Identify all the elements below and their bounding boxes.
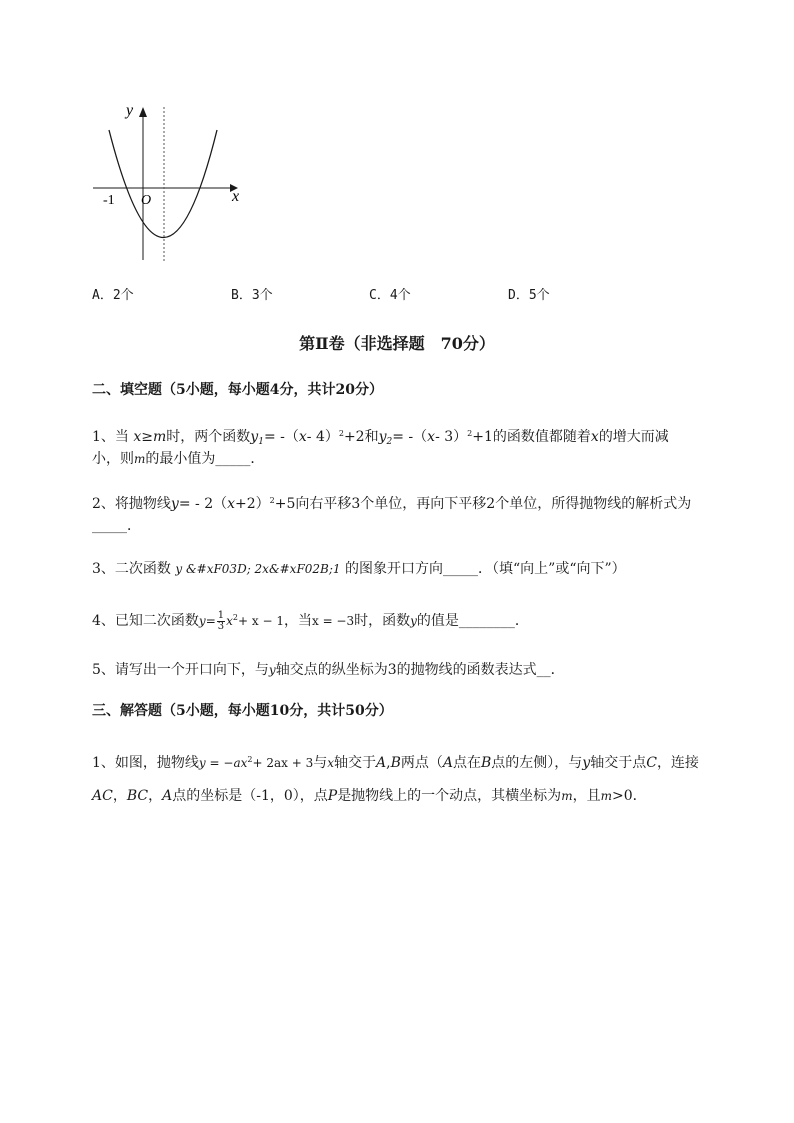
fill-q2-line1: 2、将抛物线$y= - 2(x+2)^2+5$向右平移3个单位，再向下平移2个单位，所得抛物线的解析式为 bbox=[92, 496, 692, 512]
parabola-curve bbox=[109, 130, 217, 238]
option-b: B．3个 bbox=[231, 288, 273, 303]
origin-label: O bbox=[141, 193, 152, 208]
parabola-graph bbox=[85, 95, 255, 265]
x-axis-label: x bbox=[232, 188, 240, 205]
option-d: D．5个 bbox=[508, 288, 550, 303]
answer-q1-line1: 1、如图，抛物线$y = -ax^2+ 2ax + 3$与x轴交于A,B两点（A点在B点的左侧），与y轴交于点C，连接 bbox=[92, 755, 699, 771]
option-c: C．4个 bbox=[369, 288, 411, 303]
answer-q1-line2: AC，BC，A点的坐标是（-1，0），点P是抛物线上的一个动点，其横坐标为m，且m>0． bbox=[92, 788, 647, 804]
y-axis-arrow bbox=[139, 107, 147, 117]
neg-one-label: -1 bbox=[103, 193, 115, 208]
section2-heading: 二、填空题（5小题，每小题4分，共计20分） bbox=[92, 382, 383, 398]
y-axis-label: y bbox=[126, 102, 134, 119]
section3-heading: 三、解答题（5小题，每小题10分，共计50分） bbox=[92, 703, 393, 719]
option-a: A．2个 bbox=[92, 288, 134, 303]
fill-q4: 4、已知二次函数y= $\frac{1}{3}$ $x^2+ x - 1$，当x = −3时，函数y的值是________． bbox=[92, 609, 529, 632]
fill-q2-line2: _____． bbox=[92, 518, 141, 534]
part2-title: 第Ⅱ卷（非选择题 70分） bbox=[299, 334, 495, 353]
fill-q3: 3、二次函数 y &#xF03D; 2x&#xF02B;1 的图象开口方向_____．（填“向上”或“向下”） bbox=[92, 561, 626, 577]
fill-q1-line1: 1、当 x≥m时，两个函数$y_1= -(x-$ 4）$^2$+2和$y_2= -(x-$ 3）$^2$+1的函数值都随着x的增大而减 bbox=[92, 429, 669, 447]
fill-q1-line2: 小，则m的最小值为_____． bbox=[92, 451, 265, 467]
fill-q5: 5、请写出一个开口向下，与y轴交点的纵坐标为3的抛物线的函数表达式__． bbox=[92, 662, 565, 678]
